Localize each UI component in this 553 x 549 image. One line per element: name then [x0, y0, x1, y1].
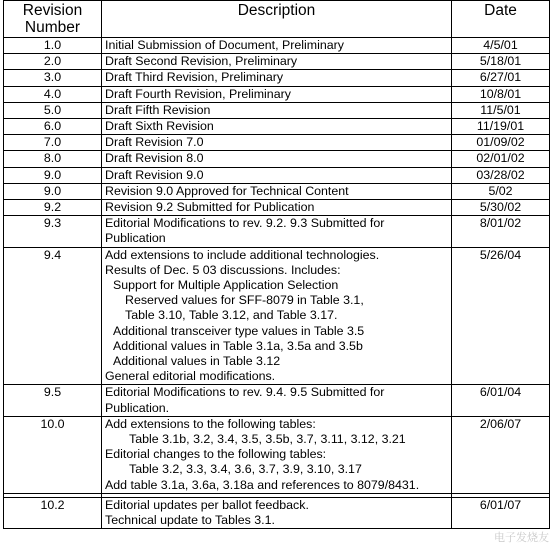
table-row: [4, 183, 550, 199]
table-row: [4, 151, 550, 167]
table-row: [4, 86, 550, 102]
table-row: [4, 385, 550, 416]
description-cell: [102, 497, 452, 528]
description-cell: [102, 86, 452, 102]
header-revision-number: Revision Number: [4, 1, 102, 38]
description-line: Table 3.1b, 3.2, 3.4, 3.5, 3.5b, 3.7, 3.11, 3.12, 3.21: [129, 432, 406, 447]
header-row: [4, 1, 550, 38]
description-cell: [102, 119, 452, 135]
date-cell: 8/01/02: [452, 216, 550, 247]
date-cell: 11/5/01: [452, 102, 550, 118]
description-line: Draft Revision 7.0: [105, 135, 204, 150]
revision-number-cell: 5.0: [4, 102, 102, 118]
revision-number-cell: 10.0: [4, 416, 102, 493]
table-row: [4, 216, 550, 247]
table-row: [4, 416, 550, 493]
date-cell: 5/30/02: [452, 200, 550, 216]
table-row: [4, 167, 550, 183]
description-line: Editorial Modifications to rev. 9.2. 9.3 Submitted for: [105, 216, 385, 231]
description-line: Draft Third Revision, Preliminary: [105, 70, 284, 85]
table-body: [4, 38, 550, 529]
revision-number-cell: 9.4: [4, 247, 102, 385]
description-line: Draft Sixth Revision: [105, 119, 214, 134]
header-date: Date: [452, 1, 550, 38]
revision-number-cell: 9.5: [4, 385, 102, 416]
table-row: [4, 119, 550, 135]
description-cell: [102, 183, 452, 199]
description-cell: [102, 38, 452, 54]
description-cell: [102, 200, 452, 216]
date-cell: 4/5/01: [452, 38, 550, 54]
date-cell: 5/02: [452, 183, 550, 199]
description-cell: [102, 102, 452, 118]
description-line: General editorial modifications.: [105, 369, 276, 384]
revision-number-cell: 6.0: [4, 119, 102, 135]
table-row: [4, 200, 550, 216]
date-cell: 02/01/02: [452, 151, 550, 167]
date-cell: 5/18/01: [452, 54, 550, 70]
description-line: Additional values in Table 3.12: [113, 354, 281, 369]
revision-number-cell: 9.3: [4, 216, 102, 247]
description-cell: [102, 135, 452, 151]
header-description: Description: [102, 1, 452, 38]
description-line: Editorial updates per ballot feedback.: [105, 497, 309, 512]
description-line: Revision 9.0 Approved for Technical Content: [105, 183, 349, 198]
description-line: Draft Fourth Revision, Preliminary: [105, 86, 291, 101]
description-line: Revision 9.2 Submitted for Publication: [105, 200, 315, 215]
date-cell: 6/01/04: [452, 385, 550, 416]
revision-number-cell: 3.0: [4, 70, 102, 86]
description-line: Editorial Modifications to rev. 9.4. 9.5 Submitted for: [105, 385, 385, 400]
description-line: Add table 3.1a, 3.6a, 3.18a and references to 8079/8431.: [105, 477, 420, 492]
description-line: Support for Multiple Application Selection: [113, 278, 339, 293]
description-line: Additional transceiver type values in Table 3.5: [113, 323, 365, 338]
revision-number-cell: 9.2: [4, 200, 102, 216]
date-cell: 6/01/07: [452, 497, 550, 528]
date-cell: 03/28/02: [452, 167, 550, 183]
date-cell: 10/8/01: [452, 86, 550, 102]
watermark: 电子发烧友: [494, 531, 549, 544]
description-line: Draft Revision 8.0: [105, 151, 204, 166]
description-line: Results of Dec. 5 03 discussions. Includes:: [105, 262, 341, 277]
table-row: [4, 38, 550, 54]
table-row: [4, 54, 550, 70]
table-row: [4, 497, 550, 528]
revision-number-cell: 9.0: [4, 167, 102, 183]
description-line: Draft Fifth Revision: [105, 102, 211, 117]
description-line: Reserved values for SFF-8079 in Table 3.1,: [125, 293, 364, 308]
date-cell: 01/09/02: [452, 135, 550, 151]
description-line: Table 3.2, 3.3, 3.4, 3.6, 3.7, 3.9, 3.10, 3.17: [129, 462, 362, 477]
date-cell: 2/06/07: [452, 416, 550, 493]
date-cell: 5/26/04: [452, 247, 550, 385]
description-cell: [102, 70, 452, 86]
revision-number-cell: 9.0: [4, 183, 102, 199]
table-row: [4, 135, 550, 151]
description-cell: [102, 385, 452, 416]
table-row: [4, 102, 550, 118]
table-row: [4, 247, 550, 385]
description-line: Technical update to Tables 3.1.: [105, 513, 275, 528]
description-cell: [102, 54, 452, 70]
description-line: Initial Submission of Document, Preliminary: [105, 38, 344, 52]
description-line: Table 3.10, Table 3.12, and Table 3.17.: [125, 308, 338, 323]
revision-number-cell: 10.2: [4, 497, 102, 528]
description-cell: [102, 167, 452, 183]
revision-number-cell: 8.0: [4, 151, 102, 167]
revision-number-cell: 1.0: [4, 38, 102, 54]
description-line: Add extensions to the following tables:: [105, 416, 316, 431]
description-line: Add extensions to include additional technologies.: [105, 247, 380, 262]
date-cell: 6/27/01: [452, 70, 550, 86]
description-line: Editorial changes to the following tables:: [105, 447, 327, 462]
description-cell: [102, 151, 452, 167]
table-row: [4, 70, 550, 86]
description-cell: [102, 247, 452, 385]
revision-number-cell: 2.0: [4, 54, 102, 70]
revision-history-table: [3, 0, 550, 529]
description-cell: [102, 416, 452, 493]
description-line: Publication: [105, 231, 166, 246]
revision-number-cell: 4.0: [4, 86, 102, 102]
description-line: Publication.: [105, 400, 170, 415]
date-cell: 11/19/01: [452, 119, 550, 135]
revision-number-cell: 7.0: [4, 135, 102, 151]
description-line: Draft Revision 9.0: [105, 167, 204, 182]
description-line: Additional values in Table 3.1a, 3.5a and 3.5b: [113, 338, 363, 353]
description-line: Draft Second Revision, Preliminary: [105, 54, 298, 69]
description-cell: [102, 216, 452, 247]
